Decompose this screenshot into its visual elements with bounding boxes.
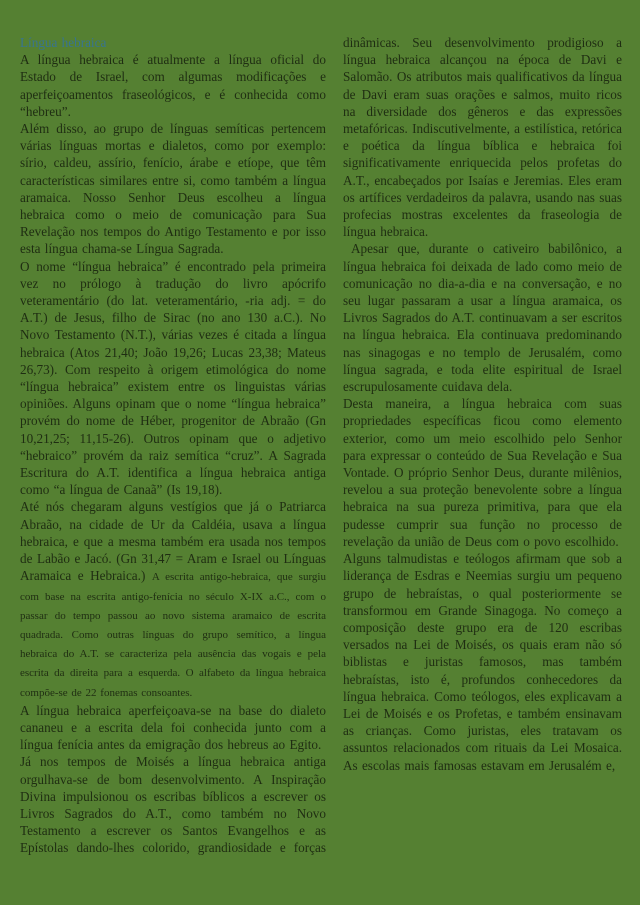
paragraph (20, 498, 326, 701)
paragraph: dinâmicas. Seu desenvolvimento prodigioso a língua hebraica alcançou na época de Davi e Salomão. Os atributos mais qualificativos da língua de Davi eram suas orações e salmos, muito ricos na diversidade dos gêneros e das expressões metafóricas. Indiscutivelmente, a estilística, retórica e poética da língua bíblica e hebraica foi significativamente enriquecida pelos profetas do A.T., encabeçados por Isaías e Jeremias. Eles eram os artífices verdadeiros da palavra, usando nas suas profecias mostras excelentes da fraseologia de língua hebraica. (343, 35, 622, 240)
right-column (343, 34, 622, 905)
left-column (20, 34, 326, 905)
paragraph: A língua hebraica aperfeiçoava-se na base do dialeto cananeu e a escrita dela foi conhecida junto com a língua fenícia antes da emigração dos hebreus ao Egito. (20, 702, 326, 753)
paragraph-small-text: A escrita antigo-hebraica, que surgiu com base na escrita antigo-fenícia no século X-IX a.C., com o passar do tempo passou ao novo sistema aramaico de escrita quadrada. Como outras línguas do grupo semítico, a língua hebraica do A.T. se caracteriza pela ausência das vogais e pela escrita da direita para a esquerda. O alfabeto da língua hebraica compõe-se de 22 fonemas consoantes. (20, 571, 326, 699)
article-title-link[interactable]: Língua hebraica (20, 35, 107, 50)
paragraph: A língua hebraica é atualmente a língua oficial do Estado de Israel, com algumas modificações e aperfeiçoamentos fraseológicos, e é conhecida como “hebreu”. (20, 52, 326, 119)
paragraph: O nome “língua hebraica” é encontrado pela primeira vez no prólogo à tradução do livro apócrifo veteramentário (do lat. veteramentário, -ria adj. = do A.T.) de Jesus, filho de Sirac (no ano 130 a.C.). No Novo Testamento (N.T.), várias vezes é citada a língua hebraica (Atos 21,40; João 19,26; Lucas 23,38; Mateus 26,73). Com respeito à origem etimológica do nome “língua hebraica” existem entre os linguistas várias opiniões. Alguns opinam que o nome “língua hebraica” provém do nome de Héber, progenitor de Abraão (Gn 10,21,25; 11,15-26). Outros opinam que o adjetivo “hebraico” provém da raiz semítica “cruz”. A Sagrada Escritura do A.T. identifica a língua hebraica antiga como “a língua de Canaã” (Is 19,18). (20, 258, 326, 498)
paragraph-text: Até nós chegaram alguns vestígios que já o Patriarca Abraão, na cidade de Ur da Caldéia, usava a língua hebraica, e que a mesma também era usada nos tempos de Labão e Jacó. (Gn 31,47 = Aram e Israel ou Línguas Aramaica e Hebraica.) (20, 499, 326, 584)
paragraph: Desta maneira, a língua hebraica com suas propriedades específicas ficou como elemento exterior, como um meio escolhido pelo Senhor para expressar o conteúdo de Sua Revelação e Sua Vontade. O próprio Senhor Deus, durante milênios, revelou a sua proteção benevolente sobre a língua hebraica na sua pureza primitiva, para que ela pudesse cumprir sua função no processo de revelação da união de Deus com o povo escolhido. (343, 396, 622, 549)
paragraph: Alguns talmudistas e teólogos afirmam que sob a liderança de Esdras e Neemias surgiu um pequeno grupo de hebraístas, o qual posteriormente se transformou em Grande Sinagoga. No começo a composição deste grupo era de 120 escribas versados na Lei de Moisés, os quais eram não só biblistas e juristas famosos, mas também hebraístas, isto é, profundos conhecedores da língua hebraica. Como teólogos, eles explicavam a Lei de Moisés e os Profetas, e também ensinavam as crianças. Como juristas, eles tratavam os assuntos relacionados com rituais da Lei Mosaica. As escolas mais famosas estavam em Jerusalém e, (343, 551, 622, 773)
paragraph: Apesar que, durante o cativeiro babilônico, a língua hebraica foi deixada de lado como meio de comunicação no dia-a-dia e na conversação, e no seu lugar passaram a usar a língua aramaica, os Livros Sagrados do A.T. continuavam a ser escritos na língua hebraica. Ela continuava predominando nas sinagogas e no templo de Jerusalém, como língua sagrada, e toda elite espiritual de Israel escrupulosamente cuidava dela. (343, 241, 622, 395)
paragraph: Além disso, ao grupo de línguas semíticas pertencem várias línguas mortas e dialetos, como por exemplo: sírio, caldeu, assírio, fenício, árabe e etíope, que têm características similares entre si, como também a língua aramaica. Nosso Senhor Deus escolheu a língua hebraica como o meio de comunicação para Sua Revelação nos tempos do Antigo Testamento e por isso esta língua chama-se Língua Sagrada. (20, 121, 326, 257)
paragraph: Já nos tempos de Moisés a língua hebraica antiga orgulhava-se de bom desenvolvimento. A Inspiração Divina impulsionou os escribas bíblicos a escrever os Livros Sagrados do A.T., como também no Novo Testamento a escrever os Santos Evangelhos e as Epístolas dando-lhes colorido, grandiosidade e forças (20, 754, 326, 856)
